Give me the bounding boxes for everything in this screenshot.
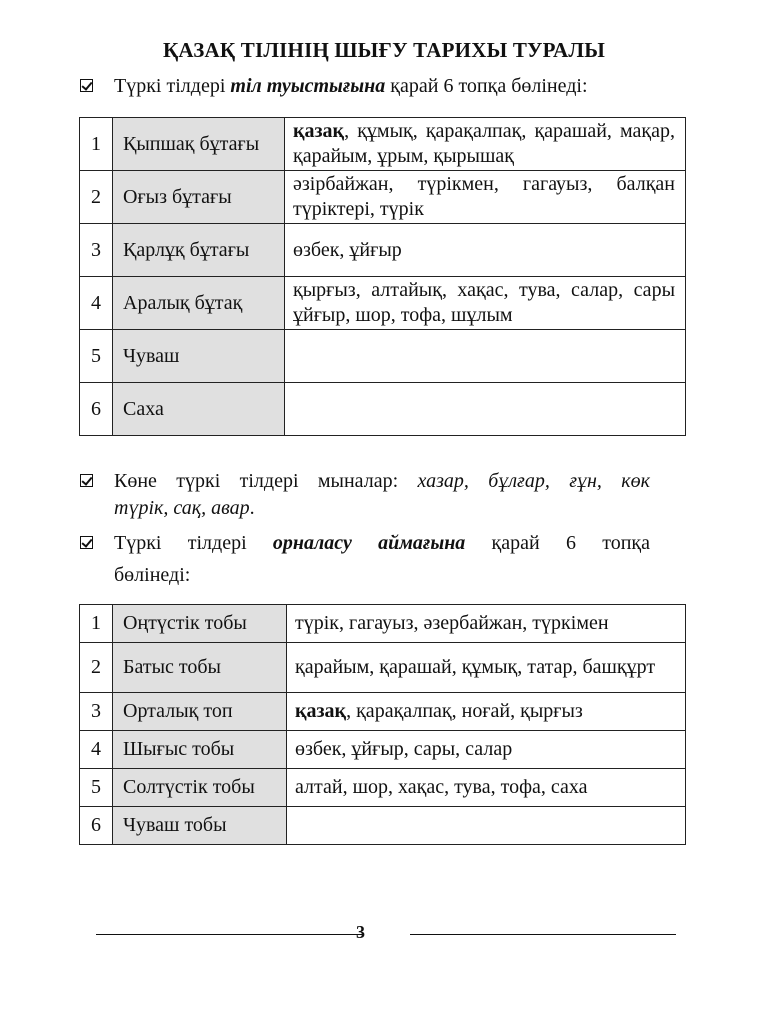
languages-bold: қазақ bbox=[295, 700, 347, 722]
branch-name: Солтүстік тобы bbox=[113, 769, 287, 807]
languages-cell bbox=[287, 643, 686, 693]
genealogy-table bbox=[79, 117, 686, 436]
checkbox-icon bbox=[80, 474, 93, 487]
languages-cell bbox=[285, 171, 686, 224]
languages-cell bbox=[287, 769, 686, 807]
languages-text: түрік, гагауыз, әзербайжан, түркімен bbox=[295, 612, 609, 634]
branch-name: Чуваш bbox=[113, 330, 285, 383]
footer-rule-left bbox=[96, 934, 362, 935]
table-row bbox=[80, 118, 686, 171]
branch-name: Батыс тобы bbox=[113, 643, 287, 693]
languages-text: өзбек, ұйғыр, сары, салар bbox=[295, 738, 513, 760]
branch-name: Саха bbox=[113, 383, 285, 436]
row-number: 2 bbox=[80, 643, 113, 693]
bullet-emphasis: тіл туыстығына bbox=[230, 75, 386, 97]
languages-text: өзбек, ұйғыр bbox=[293, 238, 402, 261]
bullet-text: Көне түркі тілдері мыналар: bbox=[114, 470, 418, 492]
table-row bbox=[80, 643, 686, 693]
branch-name: Оңтүстік тобы bbox=[113, 605, 287, 643]
row-number: 1 bbox=[80, 605, 113, 643]
branch-name: Шығыс тобы bbox=[113, 731, 287, 769]
row-number: 1 bbox=[80, 118, 113, 171]
bullet-emphasis: түрік, сақ, авар bbox=[114, 497, 250, 519]
table-row bbox=[80, 383, 686, 436]
table-row bbox=[80, 807, 686, 845]
bullet-text: қарай 6 топқа бөлінеді: bbox=[385, 75, 588, 97]
bullet-text: . bbox=[249, 497, 255, 519]
table-row bbox=[80, 330, 686, 383]
table-row bbox=[80, 277, 686, 330]
languages-cell bbox=[287, 693, 686, 731]
branch-name: Қарлұқ бұтағы bbox=[113, 224, 285, 277]
bullet-line: бөлінеді: bbox=[114, 564, 191, 586]
row-number: 5 bbox=[80, 330, 113, 383]
bullet-emphasis: орналасу аймағына bbox=[272, 532, 466, 554]
languages-text: әзірбайжан, түрікмен, гагауыз, балқан түріктері, түрік bbox=[293, 173, 675, 220]
table-row bbox=[80, 605, 686, 643]
bullet-line bbox=[114, 527, 650, 559]
languages-cell bbox=[287, 807, 686, 845]
checkbox-icon bbox=[80, 79, 93, 92]
table-row bbox=[80, 769, 686, 807]
languages-text: қырғыз, алтайық, хақас, тува, салар, сары ұйғыр, шор, тофа, шұлым bbox=[293, 279, 675, 326]
languages-bold: қазақ bbox=[293, 120, 345, 142]
table-row bbox=[80, 224, 686, 277]
languages-text: , қарақалпақ, ноғай, қырғыз bbox=[346, 700, 583, 722]
languages-cell bbox=[287, 731, 686, 769]
bullet-text: қарай 6 топқа bbox=[465, 532, 650, 554]
bullet-emphasis: хазар, бұлғар, ғұн, көк bbox=[417, 470, 650, 492]
bullet-text: Түркі тілдері bbox=[114, 75, 231, 97]
table-row bbox=[80, 693, 686, 731]
bullet-text: Түркі тілдері bbox=[114, 532, 273, 554]
languages-cell bbox=[285, 383, 686, 436]
row-number: 3 bbox=[80, 693, 113, 731]
branch-name: Орталық топ bbox=[113, 693, 287, 731]
table-row bbox=[80, 731, 686, 769]
branch-name: Оғыз бұтағы bbox=[113, 171, 285, 224]
row-number: 5 bbox=[80, 769, 113, 807]
geography-table bbox=[79, 604, 686, 845]
languages-cell bbox=[285, 330, 686, 383]
languages-cell bbox=[285, 118, 686, 171]
languages-text: қарайым, қарашай, құмық, татар, башқұрт bbox=[295, 656, 656, 678]
page-title: ҚАЗАҚ ТІЛІНІҢ ШЫҒУ ТАРИХЫ ТУРАЛЫ bbox=[162, 38, 606, 62]
row-number: 4 bbox=[80, 731, 113, 769]
branch-name: Чуваш тобы bbox=[113, 807, 287, 845]
row-number: 6 bbox=[80, 807, 113, 845]
branch-name: Қыпшақ бұтағы bbox=[113, 118, 285, 171]
languages-cell bbox=[285, 277, 686, 330]
languages-cell bbox=[285, 224, 686, 277]
checkbox-icon bbox=[80, 536, 93, 549]
languages-text: , құмық, қарақалпақ, қарашай, мақар, қарайым, ұрым, қырышақ bbox=[293, 120, 675, 167]
languages-cell bbox=[287, 605, 686, 643]
row-number: 3 bbox=[80, 224, 113, 277]
page-number: 3 bbox=[356, 922, 365, 942]
footer-rule-right bbox=[410, 934, 676, 935]
branch-name: Аралық бұтақ bbox=[113, 277, 285, 330]
languages-text: алтай, шор, хақас, тува, тофа, саха bbox=[295, 776, 588, 798]
row-number: 6 bbox=[80, 383, 113, 436]
table-row bbox=[80, 171, 686, 224]
row-number: 2 bbox=[80, 171, 113, 224]
row-number: 4 bbox=[80, 277, 113, 330]
